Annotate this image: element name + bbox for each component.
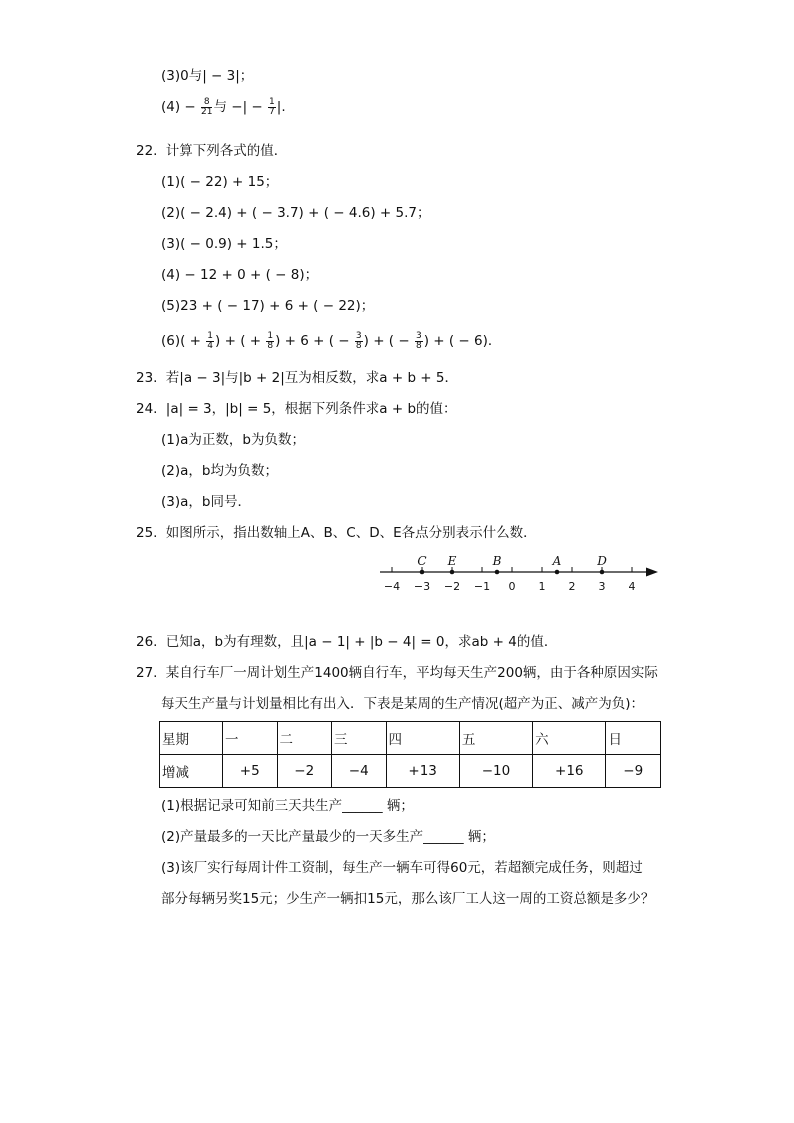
point-b	[495, 570, 500, 575]
fraction: $\frac{1}{4}$	[207, 330, 214, 351]
q22-item-3: (3)( − 0.9) + 1.5；	[161, 236, 287, 252]
q24-item-3: (3)a，b同号．	[161, 494, 251, 510]
q22-item-2: (2)( − 2.4) + ( − 3.7) + ( − 4.6) + 5.7；	[161, 205, 431, 221]
question-text: 已知a，b为有理数，且|a − 1| + |b − 4| = 0，求ab + 4的值．	[165, 634, 558, 650]
number-line-figure	[378, 548, 668, 598]
point-c	[420, 570, 425, 575]
table-cell: 日	[606, 722, 661, 755]
fraction: $\frac{3}{8}$	[355, 330, 362, 351]
q24-item-1: (1)a为正数，b为负数；	[161, 432, 305, 448]
table-cell: 星期	[160, 722, 223, 755]
tick-label: 0	[508, 580, 516, 593]
tick-label: 2	[568, 580, 576, 593]
production-table	[159, 721, 661, 788]
table-cell: 增减	[160, 755, 223, 788]
q27-item-1: (1)根据记录可知前三天共生产______ 辆；	[161, 798, 414, 814]
q21-item-4: (4) − $\frac{8}{21}$ 与 −| − $\frac{1}{7}$ |.	[161, 96, 286, 117]
tick-label: 4	[628, 580, 636, 593]
question-text-line-2: 每天生产量与计划量相比有出入．下表是某周的生产情况(超产为正、减产为负)：	[161, 696, 645, 712]
point-label-b: B	[492, 554, 502, 568]
tick-label: −1	[473, 580, 491, 593]
point-e	[450, 570, 455, 575]
table-cell: 六	[533, 722, 606, 755]
arrow-right-icon	[646, 568, 658, 577]
point-a	[555, 570, 560, 575]
table-cell: −10	[459, 755, 532, 788]
question-23	[136, 368, 458, 388]
question-text: 若|a − 3|与|b + 2|互为相反数，求a + b + 5．	[165, 370, 459, 386]
q22-item-1: (1)( − 22) + 15；	[161, 174, 279, 190]
table-cell: 三	[332, 722, 387, 755]
table-row	[160, 755, 661, 788]
tick-label: 3	[598, 580, 606, 593]
question-text: 如图所示，指出数轴上A、B、C、D、E各点分别表示什么数．	[165, 525, 537, 541]
point-label-a: A	[552, 554, 562, 568]
question-24	[136, 399, 457, 419]
table-cell: −4	[332, 755, 387, 788]
table-cell: 一	[223, 722, 278, 755]
tick-label: −3	[413, 580, 431, 593]
tick-label: −4	[383, 580, 401, 593]
question-number: 23.	[136, 370, 158, 386]
q21-item-3: (3)0与| − 3|；	[161, 68, 254, 84]
point-d	[600, 570, 605, 575]
table-cell: −9	[606, 755, 661, 788]
q27-item-3-line-1: (3)该厂实行每周计件工资制，每生产一辆车可得60元，若超额完成任务，则超过	[161, 860, 643, 876]
tick-label: −2	[443, 580, 461, 593]
fraction: $\frac{8}{21}$	[201, 96, 213, 117]
question-26	[136, 632, 557, 652]
table-cell: −2	[277, 755, 332, 788]
point-label-e: E	[447, 554, 457, 568]
q27-item-2: (2)产量最多的一天比产量最少的一天多生产______ 辆；	[161, 829, 495, 845]
q22-item-5: (5)23 + ( − 17) + 6 + ( − 22)；	[161, 298, 375, 314]
table-cell: +13	[386, 755, 459, 788]
question-number: 25.	[136, 525, 158, 541]
q27-item-3-line-2: 部分每辆另奖15元；少生产一辆扣15元，那么该厂工人这一周的工资总额是多少？	[161, 891, 655, 907]
table-cell: 五	[459, 722, 532, 755]
table-cell: 二	[277, 722, 332, 755]
question-number: 26.	[136, 634, 158, 650]
point-label-c: C	[417, 554, 427, 568]
table-header-row	[160, 722, 661, 755]
question-27	[136, 663, 658, 683]
question-text-line-1: 某自行车厂一周计划生产1400辆自行车，平均每天生产200辆，由于各种原因实际	[165, 665, 658, 681]
q22-item-6: (6)( + $\frac{1}{4}$ ) + ( + $\frac{1}{8}$ ) + 6 + ( − $\frac{3}{8}$ ) + ( − $\frac{3}{8}$ ) + ( − 6)．	[161, 330, 502, 351]
point-label-d: D	[597, 554, 607, 568]
q22-item-4: (4) − 12 + 0 + ( − 8)；	[161, 267, 319, 283]
fraction: $\frac{3}{8}$	[415, 330, 422, 351]
table-cell: +16	[533, 755, 606, 788]
question-number: 27.	[136, 665, 158, 681]
question-number: 22.	[136, 143, 158, 159]
q24-item-2: (2)a，b均为负数；	[161, 463, 278, 479]
table-cell: 四	[386, 722, 459, 755]
tick-label: 1	[538, 580, 546, 593]
fraction: $\frac{1}{8}$	[267, 330, 274, 351]
fraction: $\frac{1}{7}$	[269, 96, 275, 117]
table-cell: +5	[223, 755, 278, 788]
question-22	[136, 141, 287, 161]
question-text: 计算下列各式的值．	[165, 143, 288, 159]
question-text: |a| = 3，|b| = 5，根据下列条件求a + b的值：	[165, 401, 457, 417]
question-number: 24.	[136, 401, 158, 417]
question-25	[136, 523, 537, 543]
